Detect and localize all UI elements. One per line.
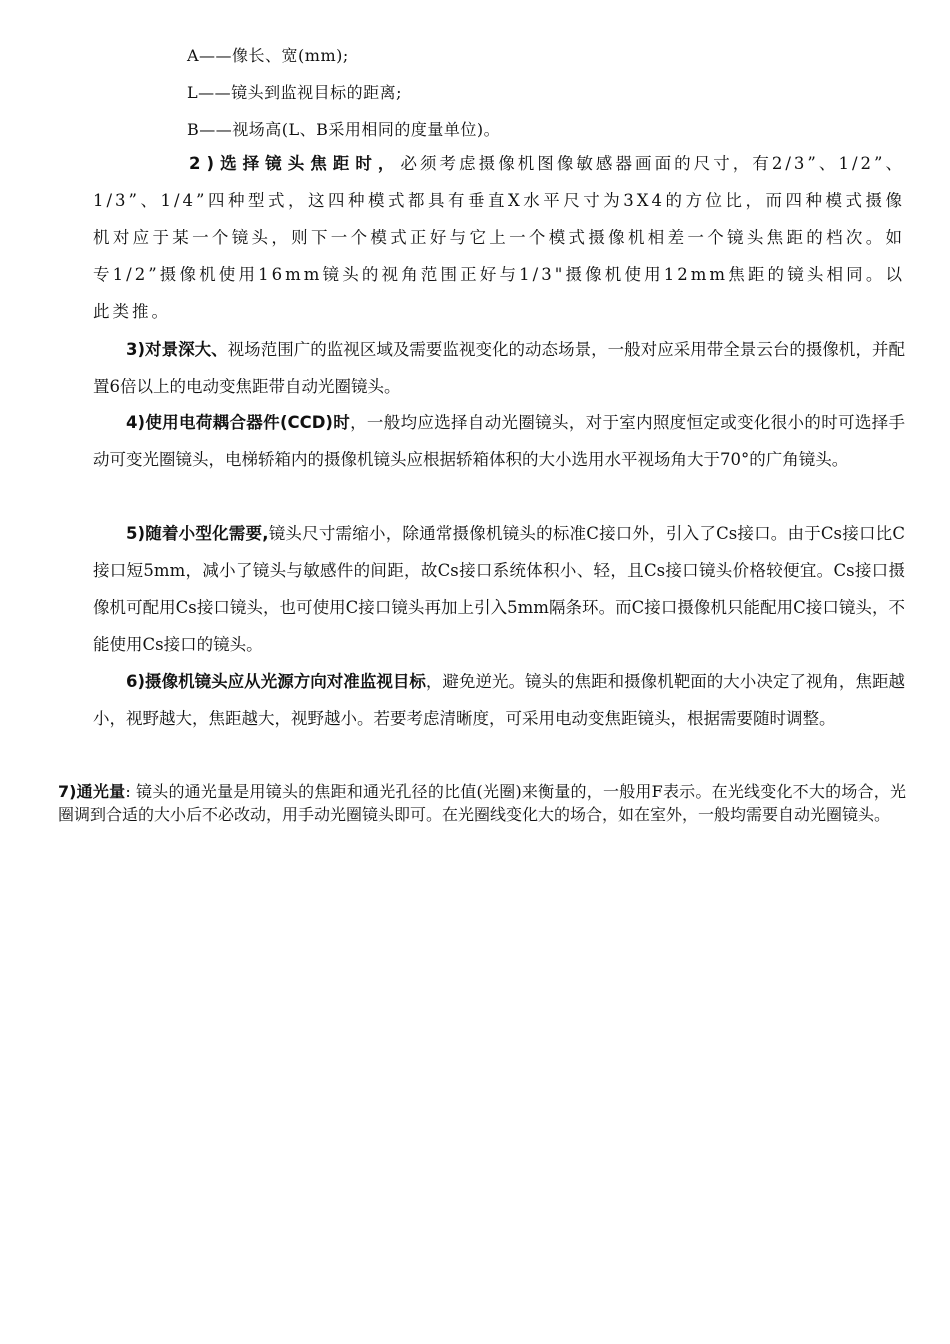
item-6-text: ，避免逆光。镜头的焦距和摄像机靶面的大小决定了视角，焦距越小，视野越大，焦距越大，视野越小。若要考虑清晰度，可采用电动变焦距镜头，根据需要随时调整。 [93,672,905,728]
item-6-paragraph [93,663,905,737]
item-5-text: 镜头尺寸需缩小，除通常摄像机镜头的标准C接口外，引入了Cs接口。由于Cs接口比C接口短5mm，减小了镜头与敏感件的间距，故Cs接口系统体积小、轻，且Cs接口镜头价格较便宜。Cs接口摄像机可配用Cs接口镜头，也可使用C接口镜头再加上引入5mm隔条环。而C接口摄像机只能配用C接口镜头，不能使用Cs接口的镜头。 [93,524,906,654]
definition-a: A——像长、宽(mm); [187,46,349,65]
item-6-heading: 6)摄像机镜头应从光源方向对准监视目标 [126,672,426,691]
item-4-heading: 4)使用电荷耦合器件(CCD)时 [126,413,351,432]
item-2-text: 必须考虑摄像机图像敏感器画面的尺寸，有2/3”、1/2”、1/3”、1/4”四种型式，这四种模式都具有垂直X水平尺寸为3X4的方位比，而四种模式摄像机对应于某一个镜头，则下一个模式正好与它上一个模式摄像机相差一个镜头焦距的档次。如专1/2”摄像机使用16mm镜头的视角范围正好与1/3"摄像机使用12mm焦距的镜头相同。以此类推。 [93,154,905,321]
definition-b: B——视场高(L、B采用相同的度量单位)。 [187,120,501,139]
item-4-paragraph [93,404,905,478]
item-2-heading: 2)选择镜头焦距时， [189,154,401,173]
item-4-text: ，一般均应选择自动光圈镜头，对于室内照度恒定或变化很小的时可选择手动可变光圈镜头，电梯轿箱内的摄像机镜头应根据轿箱体积的大小选用水平视场角大于70°的广角镜头。 [93,413,905,469]
item-3-heading: 3)对景深大、 [126,340,228,359]
item-7-text: : 镜头的通光量是用镜头的焦距和通光孔径的比值(光圈)来衡量的，一般用F表示。在光线变化不大的场合，光圈调到合适的大小后不必改动，用手动光圈镜头即可。在光圈线变化大的场合，如在室外，一般均需要自动光圈镜头。 [58,782,906,824]
item-5-heading: 5)随着小型化需要, [126,524,269,543]
item-7-paragraph [58,780,906,826]
item-5-paragraph [93,515,905,663]
item-2-paragraph [93,145,905,330]
item-3-paragraph [93,331,905,405]
item-7-heading: 7)通光量 [58,782,126,801]
item-3-text: 视场范围广的监视区域及需要监视变化的动态场景，一般对应采用带全景云台的摄像机，并配置6倍以上的电动变焦距带自动光圈镜头。 [93,340,905,396]
definition-l: L——镜头到监视目标的距离; [187,83,403,102]
